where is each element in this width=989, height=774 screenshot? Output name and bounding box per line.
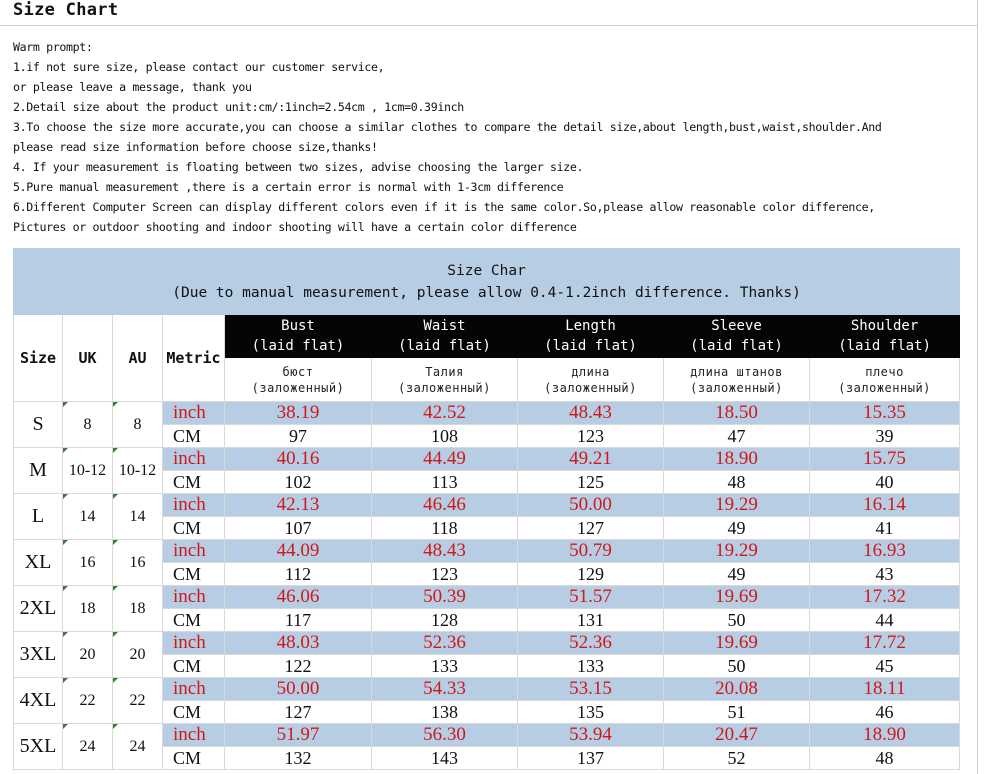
- size-label: 2XL: [14, 586, 63, 632]
- length-cm: 133: [518, 655, 664, 678]
- title-divider: [0, 25, 978, 26]
- note-line: please read size information before choose size,thanks!: [13, 140, 378, 154]
- length-cm: 129: [518, 563, 664, 586]
- bust-cm: 107: [225, 517, 372, 540]
- header-uk: UK: [63, 315, 113, 402]
- shoulder-cm: 46: [810, 701, 960, 724]
- unit-cm: CM: [163, 425, 225, 448]
- uk-size: 18: [63, 586, 113, 632]
- length-cm: 127: [518, 517, 664, 540]
- header-label: Length: [565, 318, 616, 334]
- shoulder-cm: 45: [810, 655, 960, 678]
- bust-cm: 97: [225, 425, 372, 448]
- bust-inch: 40.16: [225, 448, 372, 471]
- waist-cm: 123: [372, 563, 518, 586]
- waist-cm: 133: [372, 655, 518, 678]
- waist-cm: 108: [372, 425, 518, 448]
- bust-cm: 112: [225, 563, 372, 586]
- shoulder-cm: 48: [810, 747, 960, 770]
- uk-size: 22: [63, 678, 113, 724]
- bust-inch: 50.00: [225, 678, 372, 701]
- note-line: 3.To choose the size more accurate,you can choose a similar clothes to compare the detail size,about length,bust,waist,shoulder.And: [13, 120, 882, 134]
- note-line: 4. If your measurement is floating between two sizes, advise choosing the larger size.: [13, 160, 584, 174]
- header-sublabel: (laid flat): [544, 338, 637, 354]
- waist-inch: 50.39: [372, 586, 518, 609]
- uk-size: 10-12: [63, 448, 113, 494]
- waist-inch: 56.30: [372, 724, 518, 747]
- note-line: 5.Pure manual measurement ,there is a certain error is normal with 1-3cm difference: [13, 180, 564, 194]
- unit-inch: inch: [163, 402, 225, 425]
- header-ru-label: длина штанов: [690, 364, 783, 379]
- waist-cm: 113: [372, 471, 518, 494]
- sleeve-inch: 20.08: [664, 678, 810, 701]
- bust-cm: 102: [225, 471, 372, 494]
- header-length: [518, 315, 664, 358]
- header-sleeve-ru: [664, 358, 810, 402]
- size-label: XL: [14, 540, 63, 586]
- header-label: Waist: [423, 318, 466, 334]
- waist-inch: 48.43: [372, 540, 518, 563]
- size-label: S: [14, 402, 63, 448]
- shoulder-cm: 44: [810, 609, 960, 632]
- header-length-ru: [518, 358, 664, 402]
- header-sublabel: (laid flat): [251, 338, 345, 354]
- shoulder-inch: 17.72: [810, 632, 960, 655]
- unit-cm: CM: [163, 563, 225, 586]
- sleeve-cm: 48: [664, 471, 810, 494]
- header-label: Shoulder: [850, 318, 919, 334]
- waist-inch: 46.46: [372, 494, 518, 517]
- uk-size: 16: [63, 540, 113, 586]
- sleeve-inch: 19.29: [664, 494, 810, 517]
- sleeve-inch: 18.50: [664, 402, 810, 425]
- shoulder-cm: 39: [810, 425, 960, 448]
- bust-cm: 117: [225, 609, 372, 632]
- size-label: 3XL: [14, 632, 63, 678]
- header-ru-sublabel: (заложенный): [251, 380, 345, 395]
- banner-note: (Due to manual measurement, please allow 0.4-1.2inch difference. Thanks): [172, 284, 801, 301]
- unit-cm: CM: [163, 609, 225, 632]
- table-row: [14, 402, 960, 425]
- waist-cm: 118: [372, 517, 518, 540]
- au-size: 14: [113, 494, 163, 540]
- table-row: [14, 586, 960, 609]
- header-ru-label: длина: [571, 364, 610, 379]
- sleeve-inch: 19.69: [664, 632, 810, 655]
- shoulder-inch: 15.75: [810, 448, 960, 471]
- unit-inch: inch: [163, 724, 225, 747]
- sleeve-cm: 49: [664, 563, 810, 586]
- bust-inch: 44.09: [225, 540, 372, 563]
- bust-inch: 51.97: [225, 724, 372, 747]
- unit-inch: inch: [163, 494, 225, 517]
- uk-size: 8: [63, 402, 113, 448]
- header-shoulder-ru: [810, 358, 960, 402]
- note-line: 6.Different Computer Screen can display different colors even if it is the same color.So,please allow reasonable color difference,: [13, 200, 875, 214]
- table-row: [14, 724, 960, 747]
- header-waist-ru: [372, 358, 518, 402]
- bust-inch: 42.13: [225, 494, 372, 517]
- table-row: [14, 632, 960, 655]
- waist-inch: 54.33: [372, 678, 518, 701]
- sleeve-cm: 50: [664, 655, 810, 678]
- unit-inch: inch: [163, 540, 225, 563]
- unit-inch: inch: [163, 678, 225, 701]
- sleeve-cm: 47: [664, 425, 810, 448]
- length-cm: 137: [518, 747, 664, 770]
- au-size: 24: [113, 724, 163, 770]
- au-size: 22: [113, 678, 163, 724]
- length-cm: 123: [518, 425, 664, 448]
- waist-inch: 42.52: [372, 402, 518, 425]
- header-ru-sublabel: (заложенный): [544, 380, 637, 395]
- header-label: Sleeve: [711, 318, 762, 334]
- unit-inch: inch: [163, 448, 225, 471]
- banner-title: Size Char: [447, 262, 526, 279]
- size-label: L: [14, 494, 63, 540]
- waist-cm: 128: [372, 609, 518, 632]
- header-sublabel: (laid flat): [690, 338, 783, 354]
- header-bust-ru: [225, 358, 372, 402]
- header-waist: [372, 315, 518, 358]
- note-line: 2.Detail size about the product unit:cm/:1inch=2.54cm , 1cm=0.39inch: [13, 100, 464, 114]
- header-sleeve: [664, 315, 810, 358]
- bust-cm: 127: [225, 701, 372, 724]
- waist-cm: 143: [372, 747, 518, 770]
- page-title: Size Chart: [13, 0, 119, 20]
- au-size: 20: [113, 632, 163, 678]
- header-shoulder: [810, 315, 960, 358]
- shoulder-cm: 40: [810, 471, 960, 494]
- shoulder-inch: 18.90: [810, 724, 960, 747]
- bust-inch: 46.06: [225, 586, 372, 609]
- note-line: Warm prompt:: [13, 40, 93, 54]
- sleeve-inch: 19.69: [664, 586, 810, 609]
- shoulder-inch: 17.32: [810, 586, 960, 609]
- header-au: AU: [113, 315, 163, 402]
- sleeve-inch: 20.47: [664, 724, 810, 747]
- length-cm: 135: [518, 701, 664, 724]
- sleeve-inch: 19.29: [664, 540, 810, 563]
- length-inch: 52.36: [518, 632, 664, 655]
- unit-cm: CM: [163, 747, 225, 770]
- au-size: 16: [113, 540, 163, 586]
- header-metric: Metric: [163, 315, 225, 402]
- header-ru-sublabel: (заложенный): [838, 380, 931, 395]
- length-inch: 48.43: [518, 402, 664, 425]
- unit-cm: CM: [163, 701, 225, 724]
- sleeve-cm: 51: [664, 701, 810, 724]
- header-ru-label: бюст: [282, 364, 314, 379]
- unit-cm: CM: [163, 471, 225, 494]
- uk-size: 24: [63, 724, 113, 770]
- note-line: 1.if not sure size, please contact our customer service,: [13, 60, 385, 74]
- length-inch: 51.57: [518, 586, 664, 609]
- au-size: 10-12: [113, 448, 163, 494]
- note-line: or please leave a message, thank you: [13, 80, 252, 94]
- shoulder-inch: 15.35: [810, 402, 960, 425]
- header-ru-label: плечо: [865, 364, 904, 379]
- table-row: [14, 448, 960, 471]
- length-inch: 50.00: [518, 494, 664, 517]
- header-bust: [225, 315, 372, 358]
- shoulder-inch: 16.14: [810, 494, 960, 517]
- au-size: 18: [113, 586, 163, 632]
- note-line: Pictures or outdoor shooting and indoor shooting will have a certain color difference: [13, 220, 577, 234]
- unit-cm: CM: [163, 517, 225, 540]
- header-ru-sublabel: (заложенный): [398, 380, 491, 395]
- size-chart-table: [13, 248, 960, 770]
- sleeve-cm: 50: [664, 609, 810, 632]
- length-inch: 50.79: [518, 540, 664, 563]
- shoulder-inch: 18.11: [810, 678, 960, 701]
- warm-prompt-notes: [13, 37, 973, 237]
- sleeve-cm: 49: [664, 517, 810, 540]
- unit-cm: CM: [163, 655, 225, 678]
- header-ru-sublabel: (заложенный): [690, 380, 783, 395]
- page-divider: [977, 0, 978, 774]
- waist-inch: 44.49: [372, 448, 518, 471]
- sleeve-inch: 18.90: [664, 448, 810, 471]
- length-inch: 53.94: [518, 724, 664, 747]
- shoulder-inch: 16.93: [810, 540, 960, 563]
- uk-size: 14: [63, 494, 113, 540]
- header-size: Size: [14, 315, 63, 402]
- waist-cm: 138: [372, 701, 518, 724]
- bust-cm: 132: [225, 747, 372, 770]
- header-label: Bust: [281, 318, 315, 334]
- table-row: [14, 494, 960, 517]
- header-sublabel: (laid flat): [398, 338, 491, 354]
- shoulder-cm: 41: [810, 517, 960, 540]
- size-chart-banner: [14, 249, 960, 315]
- header-sublabel: (laid flat): [838, 338, 931, 354]
- length-cm: 125: [518, 471, 664, 494]
- size-label: 5XL: [14, 724, 63, 770]
- bust-inch: 48.03: [225, 632, 372, 655]
- unit-inch: inch: [163, 586, 225, 609]
- length-inch: 49.21: [518, 448, 664, 471]
- au-size: 8: [113, 402, 163, 448]
- uk-size: 20: [63, 632, 113, 678]
- size-label: M: [14, 448, 63, 494]
- shoulder-cm: 43: [810, 563, 960, 586]
- header-ru-label: Талия: [425, 364, 464, 379]
- length-cm: 131: [518, 609, 664, 632]
- sleeve-cm: 52: [664, 747, 810, 770]
- length-inch: 53.15: [518, 678, 664, 701]
- table-row: [14, 678, 960, 701]
- bust-inch: 38.19: [225, 402, 372, 425]
- size-label: 4XL: [14, 678, 63, 724]
- unit-inch: inch: [163, 632, 225, 655]
- waist-inch: 52.36: [372, 632, 518, 655]
- table-row: [14, 540, 960, 563]
- bust-cm: 122: [225, 655, 372, 678]
